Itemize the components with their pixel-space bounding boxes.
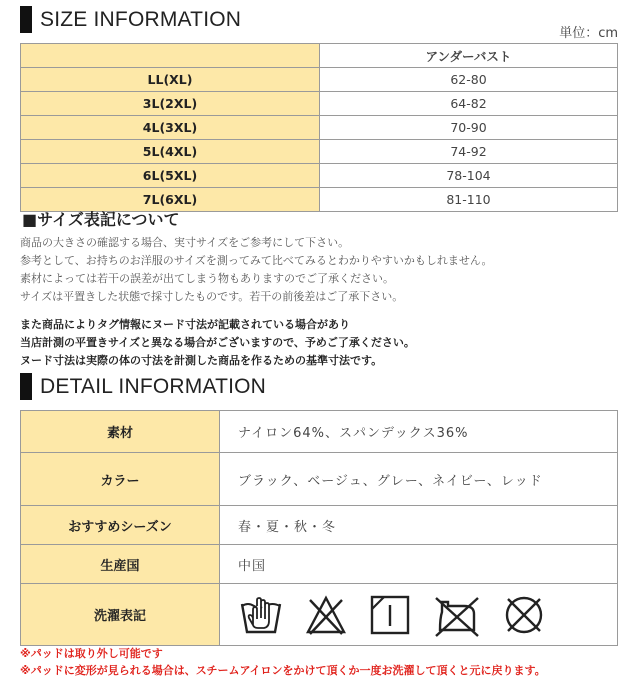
size-label: LL(XL) xyxy=(21,68,320,92)
size-label: 7L(6XL) xyxy=(21,188,320,212)
size-bold-note: ヌード寸法は実際の体の寸法を計測した商品を作るための基準寸法です。 xyxy=(20,354,383,367)
table-row xyxy=(21,545,618,584)
detail-table xyxy=(20,410,618,646)
care-icons-cell xyxy=(220,584,618,646)
section-marker xyxy=(20,373,32,400)
size-note: 商品の大きさの確認する場合、実寸サイズをご参考にして下さい。 xyxy=(20,236,350,249)
size-value: 74-92 xyxy=(320,140,618,164)
detail-value-color: ブラック、ベージュ、グレー、ネイビー、レッド xyxy=(220,453,618,506)
size-label: 3L(2XL) xyxy=(21,92,320,116)
size-header-underbust: アンダーバスト xyxy=(320,44,618,68)
table-row xyxy=(21,584,618,646)
detail-label-season: おすすめシーズン xyxy=(21,506,220,545)
size-notes-title: ■サイズ表記について xyxy=(22,210,180,229)
unit-label: 単位：cm xyxy=(559,26,618,41)
table-row xyxy=(21,164,618,188)
detail-label-care: 洗濯表記 xyxy=(21,584,220,646)
detail-label-origin: 生産国 xyxy=(21,545,220,584)
table-row xyxy=(21,92,618,116)
footnote: ※パッドは取り外し可能です xyxy=(20,647,163,660)
size-label: 5L(4XL) xyxy=(21,140,320,164)
size-note: 素材によっては若干の誤差が出てしまう物もありますのでご了承ください。 xyxy=(20,272,394,285)
size-bold-note: また商品によりタグ情報にヌード寸法が記載されている場合があり xyxy=(20,318,350,331)
size-value: 64-82 xyxy=(320,92,618,116)
line-dry-shade-icon xyxy=(368,592,412,638)
table-row xyxy=(21,68,618,92)
size-note: 参考として、お持ちのお洋服のサイズを測ってみて比べてみるとわかりやすいかもしれません。 xyxy=(20,254,493,267)
detail-section-title: DETAIL INFORMATION xyxy=(40,374,267,398)
detail-value-material: ナイロン64%、スパンデックス36% xyxy=(220,411,618,453)
care-icons xyxy=(238,592,617,638)
footnote: ※パッドに変形が見られる場合は、スチームアイロンをかけて頂くか一度お洗濯して頂くと元に戻ります。 xyxy=(20,664,546,677)
size-section-title: SIZE INFORMATION xyxy=(40,7,242,31)
table-row xyxy=(21,506,618,545)
size-value: 81-110 xyxy=(320,188,618,212)
size-label: 6L(5XL) xyxy=(21,164,320,188)
hand-wash-icon xyxy=(238,592,284,638)
table-row xyxy=(21,116,618,140)
no-bleach-icon xyxy=(304,592,348,638)
detail-section-header xyxy=(20,373,266,400)
size-header-blank xyxy=(21,44,320,68)
detail-value-origin: 中国 xyxy=(220,545,618,584)
section-marker xyxy=(20,6,32,33)
size-table xyxy=(20,43,618,212)
size-note: サイズは平置きした状態で採寸したものです。若干の前後差はご了承下さい。 xyxy=(20,290,404,303)
table-row xyxy=(21,411,618,453)
no-dry-clean-icon xyxy=(502,592,546,638)
detail-value-season: 春・夏・秋・冬 xyxy=(220,506,618,545)
table-row xyxy=(21,453,618,506)
size-value: 62-80 xyxy=(320,68,618,92)
size-table-header xyxy=(21,44,618,68)
size-section-header xyxy=(20,6,241,33)
size-value: 78-104 xyxy=(320,164,618,188)
size-bold-note: 当店計測の平置きサイズと異なる場合がございますので、予めご了承ください。 xyxy=(20,336,415,349)
size-label: 4L(3XL) xyxy=(21,116,320,140)
size-value: 70-90 xyxy=(320,116,618,140)
detail-label-material: 素材 xyxy=(21,411,220,453)
detail-label-color: カラー xyxy=(21,453,220,506)
no-iron-icon xyxy=(432,592,482,638)
table-row xyxy=(21,140,618,164)
